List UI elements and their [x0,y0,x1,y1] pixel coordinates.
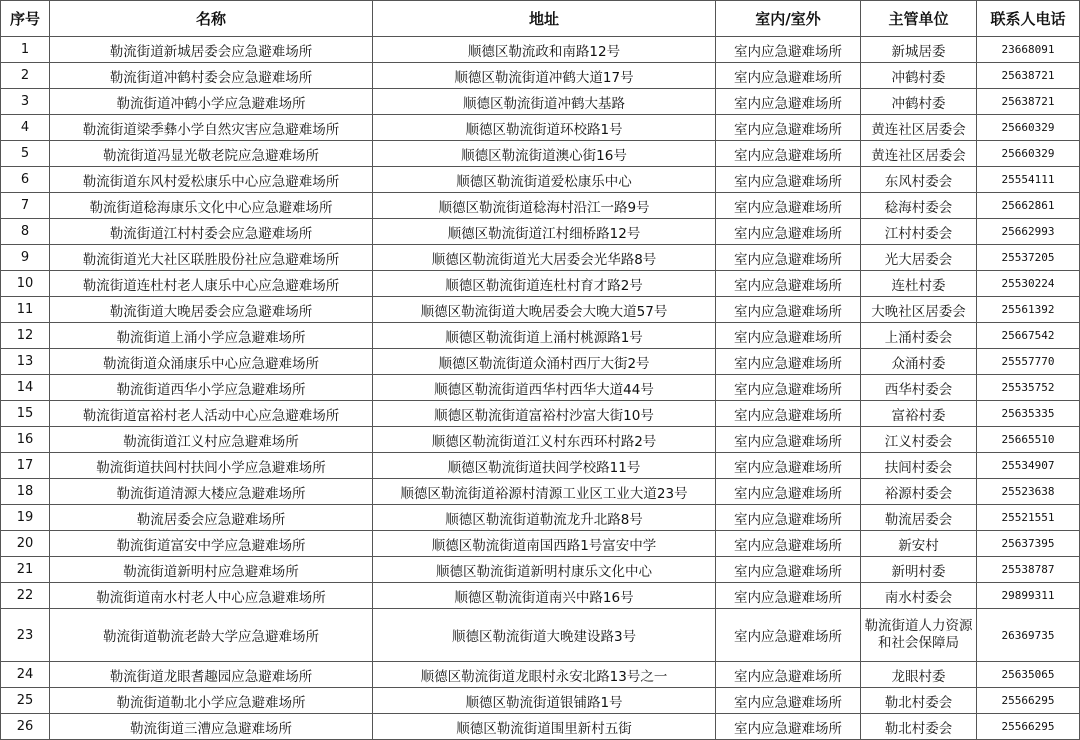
col-header-type: 室内/室外 [716,1,861,37]
cell-type: 室内应急避难场所 [716,401,861,427]
cell-index: 3 [1,89,50,115]
cell-phone: 25635065 [977,662,1080,688]
cell-address: 顺德区勒流街道澳心街16号 [373,141,716,167]
cell-unit: 裕源村委会 [861,479,977,505]
cell-unit: 光大居委会 [861,245,977,271]
cell-phone: 25561392 [977,297,1080,323]
cell-phone: 25535752 [977,375,1080,401]
cell-index: 19 [1,505,50,531]
cell-address: 顺德区勒流街道众涌村西厅大街2号 [373,349,716,375]
cell-type: 室内应急避难场所 [716,245,861,271]
cell-phone: 25554111 [977,167,1080,193]
table-row [1,297,1080,323]
cell-phone: 25638721 [977,89,1080,115]
cell-unit: 上涌村委会 [861,323,977,349]
cell-index: 26 [1,714,50,740]
cell-type: 室内应急避难场所 [716,531,861,557]
cell-index: 11 [1,297,50,323]
cell-unit: 冲鹤村委 [861,63,977,89]
table-row [1,557,1080,583]
table-row [1,63,1080,89]
cell-type: 室内应急避难场所 [716,479,861,505]
cell-unit: 新城居委 [861,37,977,63]
table-row [1,505,1080,531]
cell-type: 室内应急避难场所 [716,662,861,688]
table-body [1,37,1080,740]
cell-type: 室内应急避难场所 [716,193,861,219]
cell-name: 勒流街道西华小学应急避难场所 [50,375,373,401]
cell-address: 顺德区勒流街道西华村西华大道44号 [373,375,716,401]
cell-type: 室内应急避难场所 [716,89,861,115]
cell-name: 勒流街道勒流老龄大学应急避难场所 [50,609,373,662]
table-header [1,1,1080,37]
cell-address: 顺德区勒流街道江村细桥路12号 [373,219,716,245]
cell-index: 16 [1,427,50,453]
table-row [1,401,1080,427]
cell-name: 勒流街道连杜村老人康乐中心应急避难场所 [50,271,373,297]
cell-address: 顺德区勒流街道连杜村育才路2号 [373,271,716,297]
cell-address: 顺德区勒流街道勒流龙升北路8号 [373,505,716,531]
cell-type: 室内应急避难场所 [716,323,861,349]
cell-unit: 冲鹤村委 [861,89,977,115]
cell-index: 5 [1,141,50,167]
cell-address: 顺德区勒流街道大晚居委会大晚大道57号 [373,297,716,323]
cell-index: 2 [1,63,50,89]
cell-address: 顺德区勒流街道上涌村桃源路1号 [373,323,716,349]
cell-index: 12 [1,323,50,349]
cell-phone: 25538787 [977,557,1080,583]
cell-address: 顺德区勒流街道南兴中路16号 [373,583,716,609]
cell-index: 25 [1,688,50,714]
cell-type: 室内应急避难场所 [716,297,861,323]
table-row [1,479,1080,505]
cell-address: 顺德区勒流街道龙眼村永安北路13号之一 [373,662,716,688]
cell-address: 顺德区勒流街道冲鹤大基路 [373,89,716,115]
cell-name: 勒流街道冲鹤村委会应急避难场所 [50,63,373,89]
cell-index: 15 [1,401,50,427]
cell-address: 顺德区勒流街道南国西路1号富安中学 [373,531,716,557]
cell-type: 室内应急避难场所 [716,37,861,63]
cell-phone: 25638721 [977,63,1080,89]
cell-address: 顺德区勒流街道光大居委会光华路8号 [373,245,716,271]
cell-type: 室内应急避难场所 [716,219,861,245]
cell-address: 顺德区勒流街道江义村东西环村路2号 [373,427,716,453]
cell-phone: 25637395 [977,531,1080,557]
cell-name: 勒流街道光大社区联胜股份社应急避难场所 [50,245,373,271]
cell-unit: 扶闾村委会 [861,453,977,479]
cell-type: 室内应急避难场所 [716,63,861,89]
cell-unit: 江村村委会 [861,219,977,245]
table-row [1,583,1080,609]
cell-address: 顺德区勒流街道环校路1号 [373,115,716,141]
cell-index: 8 [1,219,50,245]
cell-type: 室内应急避难场所 [716,714,861,740]
cell-index: 14 [1,375,50,401]
cell-name: 勒流街道富安中学应急避难场所 [50,531,373,557]
cell-type: 室内应急避难场所 [716,557,861,583]
cell-unit: 西华村委会 [861,375,977,401]
table-row [1,323,1080,349]
table-row [1,375,1080,401]
cell-type: 室内应急避难场所 [716,375,861,401]
cell-index: 24 [1,662,50,688]
cell-name: 勒流街道上涌小学应急避难场所 [50,323,373,349]
cell-phone: 23668091 [977,37,1080,63]
cell-type: 室内应急避难场所 [716,453,861,479]
cell-phone: 29899311 [977,583,1080,609]
cell-index: 13 [1,349,50,375]
cell-unit: 新明村委 [861,557,977,583]
cell-phone: 25662993 [977,219,1080,245]
cell-type: 室内应急避难场所 [716,505,861,531]
cell-phone: 25534907 [977,453,1080,479]
cell-phone: 25667542 [977,323,1080,349]
col-header-name: 名称 [50,1,373,37]
cell-name: 勒流街道东风村爱松康乐中心应急避难场所 [50,167,373,193]
cell-index: 9 [1,245,50,271]
cell-type: 室内应急避难场所 [716,271,861,297]
cell-address: 顺德区勒流街道裕源村清源工业区工业大道23号 [373,479,716,505]
table-row [1,453,1080,479]
cell-phone: 25523638 [977,479,1080,505]
cell-phone: 25660329 [977,141,1080,167]
cell-phone: 25521551 [977,505,1080,531]
cell-unit: 连杜村委 [861,271,977,297]
cell-phone: 26369735 [977,609,1080,662]
cell-phone: 25660329 [977,115,1080,141]
cell-phone: 25566295 [977,688,1080,714]
cell-name: 勒流街道新明村应急避难场所 [50,557,373,583]
cell-unit: 富裕村委 [861,401,977,427]
cell-unit: 勒流街道人力资源和社会保障局 [861,609,977,662]
col-header-address: 地址 [373,1,716,37]
cell-name: 勒流街道众涌康乐中心应急避难场所 [50,349,373,375]
col-header-index: 序号 [1,1,50,37]
cell-name: 勒流街道龙眼耆趣园应急避难场所 [50,662,373,688]
cell-name: 勒流街道扶闾村扶闾小学应急避难场所 [50,453,373,479]
cell-type: 室内应急避难场所 [716,349,861,375]
table-row [1,531,1080,557]
header-row [1,1,1080,37]
cell-unit: 新安村 [861,531,977,557]
cell-address: 顺德区勒流街道围里新村五街 [373,714,716,740]
table-row [1,219,1080,245]
cell-type: 室内应急避难场所 [716,583,861,609]
cell-name: 勒流街道南水村老人中心应急避难场所 [50,583,373,609]
cell-name: 勒流街道新城居委会应急避难场所 [50,37,373,63]
table-row [1,115,1080,141]
cell-unit: 勒流居委会 [861,505,977,531]
cell-phone: 25662861 [977,193,1080,219]
cell-type: 室内应急避难场所 [716,115,861,141]
table-row [1,688,1080,714]
cell-unit: 稔海村委会 [861,193,977,219]
cell-phone: 25665510 [977,427,1080,453]
table-row [1,349,1080,375]
cell-index: 6 [1,167,50,193]
table-row [1,271,1080,297]
col-header-phone: 联系人电话 [977,1,1080,37]
cell-name: 勒流街道大晚居委会应急避难场所 [50,297,373,323]
cell-unit: 龙眼村委 [861,662,977,688]
cell-address: 顺德区勒流街道稔海村沿江一路9号 [373,193,716,219]
cell-phone: 25557770 [977,349,1080,375]
table-row [1,89,1080,115]
cell-name: 勒流街道冲鹤小学应急避难场所 [50,89,373,115]
cell-unit: 黄连社区居委会 [861,141,977,167]
cell-phone: 25635335 [977,401,1080,427]
cell-address: 顺德区勒流街道银铺路1号 [373,688,716,714]
cell-unit: 南水村委会 [861,583,977,609]
cell-address: 顺德区勒流街道爱松康乐中心 [373,167,716,193]
cell-name: 勒流居委会应急避难场所 [50,505,373,531]
cell-name: 勒流街道梁季彝小学自然灾害应急避难场所 [50,115,373,141]
table-row [1,141,1080,167]
cell-name: 勒流街道江义村应急避难场所 [50,427,373,453]
table-row [1,167,1080,193]
cell-address: 顺德区勒流街道大晚建设路3号 [373,609,716,662]
cell-address: 顺德区勒流街道冲鹤大道17号 [373,63,716,89]
cell-unit: 众涌村委 [861,349,977,375]
cell-index: 23 [1,609,50,662]
cell-unit: 东风村委会 [861,167,977,193]
cell-type: 室内应急避难场所 [716,167,861,193]
cell-index: 1 [1,37,50,63]
table-row [1,609,1080,662]
cell-unit: 勒北村委会 [861,688,977,714]
cell-name: 勒流街道清源大楼应急避难场所 [50,479,373,505]
cell-unit: 勒北村委会 [861,714,977,740]
cell-name: 勒流街道三漕应急避难场所 [50,714,373,740]
cell-name: 勒流街道富裕村老人活动中心应急避难场所 [50,401,373,427]
cell-address: 顺德区勒流街道富裕村沙富大街10号 [373,401,716,427]
table-row [1,37,1080,63]
cell-name: 勒流街道稔海康乐文化中心应急避难场所 [50,193,373,219]
cell-address: 顺德区勒流政和南路12号 [373,37,716,63]
cell-name: 勒流街道江村村委会应急避难场所 [50,219,373,245]
cell-index: 22 [1,583,50,609]
table-row [1,662,1080,688]
cell-type: 室内应急避难场所 [716,141,861,167]
cell-unit: 大晚社区居委会 [861,297,977,323]
cell-index: 18 [1,479,50,505]
cell-index: 7 [1,193,50,219]
cell-index: 17 [1,453,50,479]
cell-unit: 江义村委会 [861,427,977,453]
table-row [1,427,1080,453]
cell-phone: 25566295 [977,714,1080,740]
cell-index: 10 [1,271,50,297]
cell-type: 室内应急避难场所 [716,688,861,714]
cell-address: 顺德区勒流街道扶闾学校路11号 [373,453,716,479]
cell-phone: 25537205 [977,245,1080,271]
table-row [1,193,1080,219]
table-row [1,245,1080,271]
cell-index: 20 [1,531,50,557]
cell-unit: 黄连社区居委会 [861,115,977,141]
cell-index: 21 [1,557,50,583]
cell-phone: 25530224 [977,271,1080,297]
cell-name: 勒流街道冯显光敬老院应急避难场所 [50,141,373,167]
col-header-unit: 主管单位 [861,1,977,37]
cell-address: 顺德区勒流街道新明村康乐文化中心 [373,557,716,583]
cell-index: 4 [1,115,50,141]
cell-type: 室内应急避难场所 [716,609,861,662]
cell-name: 勒流街道勒北小学应急避难场所 [50,688,373,714]
cell-type: 室内应急避难场所 [716,427,861,453]
